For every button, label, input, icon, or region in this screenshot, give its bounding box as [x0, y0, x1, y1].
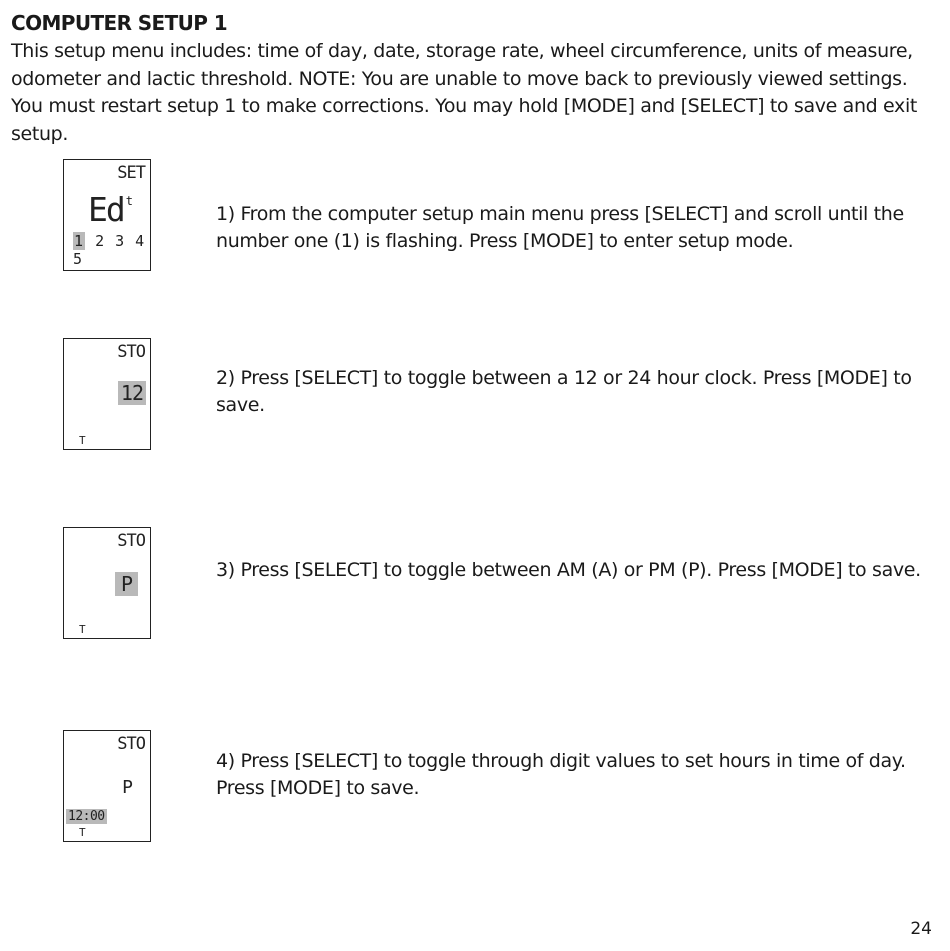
lcd-display-step-4	[63, 730, 151, 842]
lcd-top-label: STO	[117, 342, 145, 362]
step-4-text: 4) Press [SELECT] to toggle through digit values to set hours in time of day. Press [MODE] to save.	[216, 750, 906, 799]
step-3-text: 3) Press [SELECT] to toggle between AM (A) or PM (P). Press [MODE] to save.	[216, 559, 921, 581]
step-2-text: 2) Press [SELECT] to toggle between a 12 or 24 hour clock. Press [MODE] to save.	[216, 367, 912, 416]
page-number: 24	[910, 919, 932, 939]
lcd-top-label: SET	[117, 163, 145, 183]
lcd-top-label: STO	[117, 531, 145, 551]
lcd-display-step-3	[63, 527, 151, 639]
lcd-clock-value: 12:00	[68, 809, 105, 824]
lcd-bottom-indicator: T	[79, 826, 86, 839]
lcd-number-others: 2 3 4 5	[73, 232, 146, 268]
lcd-bottom-indicator: T	[79, 623, 86, 636]
lcd-number-selected: 1	[74, 232, 85, 250]
lcd-main-text	[88, 190, 131, 229]
step-1-text: 1) From the computer setup main menu press [SELECT] and scroll until the number one (1) is flashing. Press [MODE] to enter setup mode.	[216, 203, 904, 252]
lcd-top-label: STO	[117, 734, 145, 754]
lcd-bottom-indicator: T	[79, 434, 86, 447]
lcd-highlighted-value: 12	[118, 381, 146, 405]
lcd-highlighted-value: P	[115, 572, 138, 596]
lcd-am-pm-value: P	[122, 777, 133, 798]
intro-paragraph: This setup menu includes: time of day, date, storage rate, wheel circumference, units of measure, odometer and lactic threshold. NOTE: You are unable to move back to previously viewed settings. You must restart setup 1 to make corrections. You may hold [MODE] and [SELECT] to save and exit setup.	[11, 40, 917, 145]
lcd-main-value: Ed	[88, 190, 124, 229]
lcd-display-step-1	[63, 159, 151, 271]
lcd-display-step-2	[63, 338, 151, 450]
lcd-setup-numbers	[73, 232, 150, 268]
page-title: COMPUTER SETUP 1	[11, 11, 228, 35]
lcd-main-superscript: t	[125, 194, 131, 208]
